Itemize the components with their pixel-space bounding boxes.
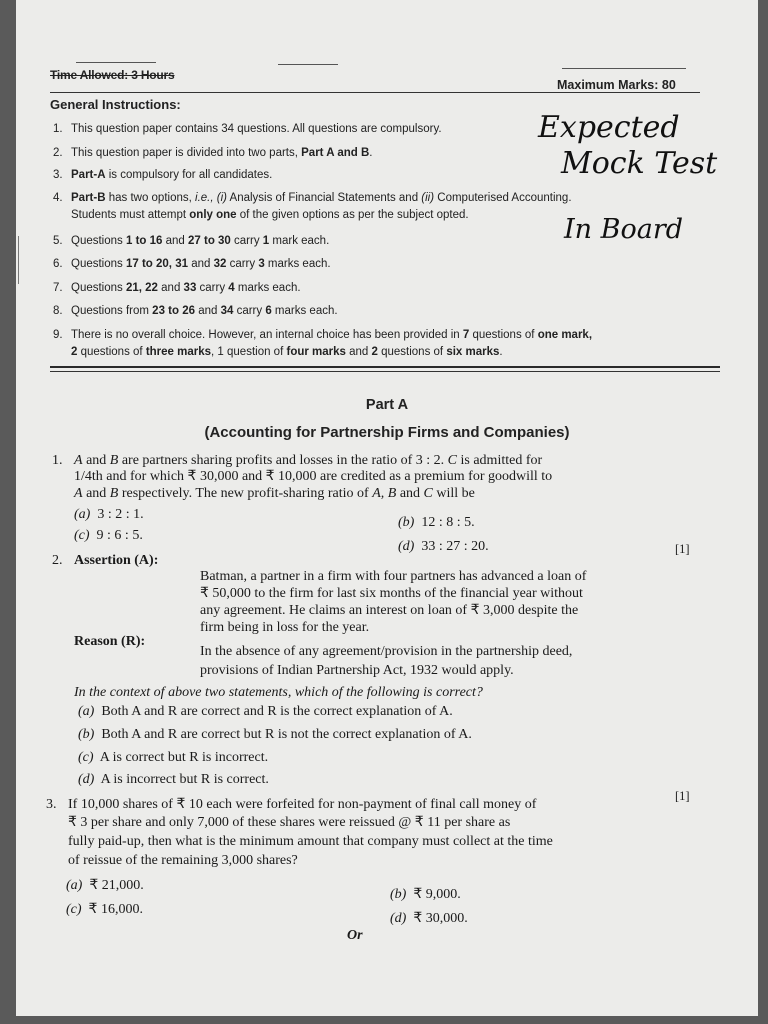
option-a: (a) Both A and R are correct and R is the correct explanation of A. bbox=[78, 704, 453, 719]
option-a: (a) ₹ 21,000. bbox=[66, 878, 144, 893]
question-text-line: 1/4th and for which ₹ 30,000 and ₹ 10,000 are credited as a premium for goodwill to bbox=[74, 469, 553, 484]
handwritten-note-line1: Expected bbox=[538, 110, 680, 145]
option-c: (c) 9 : 6 : 5. bbox=[74, 528, 143, 543]
option-d: (d) 33 : 27 : 20. bbox=[398, 539, 489, 554]
or-separator: Or bbox=[347, 928, 363, 943]
margin-pencil-mark bbox=[18, 236, 19, 284]
option-a: (a) 3 : 2 : 1. bbox=[74, 507, 144, 522]
instruction-item: 6. Questions 17 to 20, 31 and 32 carry 3 marks each. bbox=[53, 258, 331, 270]
section-divider bbox=[50, 371, 720, 372]
handwritten-note-line3: In Board bbox=[564, 214, 684, 245]
part-title: Part A bbox=[365, 397, 409, 413]
reason-label: Reason (R): bbox=[74, 634, 146, 649]
reason-text-line: In the absence of any agreement/provision in the partnership deed, bbox=[200, 644, 573, 659]
marks-label: [1] bbox=[675, 542, 690, 556]
question-number: 3. bbox=[46, 797, 57, 812]
question-number: 2. bbox=[52, 553, 63, 568]
question-text-line: of reissue of the remaining 3,000 shares? bbox=[68, 853, 298, 868]
top-rule-fragment bbox=[76, 62, 156, 63]
instruction-item: 3. Part-A is compulsory for all candidates. bbox=[53, 169, 273, 181]
option-d: (d) A is incorrect but R is correct. bbox=[78, 772, 269, 787]
assertion-text-line: Batman, a partner in a firm with four partners has advanced a loan of bbox=[200, 569, 587, 584]
top-rule-fragment bbox=[278, 64, 338, 65]
assertion-label: Assertion (A): bbox=[74, 553, 159, 568]
instruction-item: 2. This question paper is divided into two parts, Part A and B. bbox=[53, 147, 373, 159]
option-c: (c) A is correct but R is incorrect. bbox=[78, 750, 269, 765]
question-context: In the context of above two statements, which of the following is correct? bbox=[74, 685, 483, 700]
option-c: (c) ₹ 16,000. bbox=[66, 902, 143, 917]
option-b: (b) 12 : 8 : 5. bbox=[398, 515, 475, 530]
instruction-item: 5. Questions 1 to 16 and 27 to 30 carry 1 mark each. bbox=[53, 235, 330, 247]
option-b: (b) Both A and R are correct but R is not the correct explanation of A. bbox=[78, 727, 472, 742]
instruction-item: 8. Questions from 23 to 26 and 34 carry 6 marks each. bbox=[53, 305, 338, 317]
top-rule-fragment bbox=[562, 68, 686, 69]
assertion-text-line: ₹ 50,000 to the firm for last six months of the financial year without bbox=[200, 586, 583, 601]
question-text-line: fully paid-up, then what is the minimum amount that company must collect at the time bbox=[68, 834, 553, 849]
instruction-item: 1. This question paper contains 34 questions. All questions are compulsory. bbox=[53, 123, 442, 135]
general-instructions-heading: General Instructions: bbox=[50, 97, 181, 112]
question-number: 1. bbox=[52, 453, 63, 468]
maximum-marks: Maximum Marks: 80 bbox=[557, 78, 676, 92]
instruction-item: 9. There is no overall choice. However, an internal choice has been provided in 7 questions of one mark, 2 questions of three marks, 1 question of four marks and 2 questions of six marks. bbox=[53, 329, 593, 358]
instruction-item: 7. Questions 21, 22 and 33 carry 4 marks each. bbox=[53, 282, 301, 294]
header-divider bbox=[50, 92, 700, 93]
marks-label: [1] bbox=[675, 789, 690, 803]
part-subtitle: (Accounting for Partnership Firms and Companies) bbox=[204, 424, 570, 441]
time-allowed: Time Allowed: 3 Hours bbox=[50, 68, 175, 82]
question-text-line: A and B are partners sharing profits and losses in the ratio of 3 : 2. C is admitted for bbox=[74, 453, 543, 468]
reason-text-line: provisions of Indian Partnership Act, 1932 would apply. bbox=[200, 663, 514, 678]
handwritten-note-line2: Mock Test bbox=[561, 146, 718, 181]
question-text-line: A and B respectively. The new profit-sharing ratio of A, B and C will be bbox=[74, 486, 475, 501]
question-text-line: If 10,000 shares of ₹ 10 each were forfeited for non-payment of final call money of bbox=[68, 797, 537, 812]
section-divider bbox=[50, 366, 720, 368]
assertion-text-line: any agreement. He claims an interest on loan of ₹ 3,000 despite the bbox=[200, 603, 579, 618]
option-b: (b) ₹ 9,000. bbox=[390, 887, 461, 902]
assertion-text-line: firm being in loss for the year. bbox=[200, 620, 370, 635]
instruction-item: 4. Part-B has two options, i.e., (i) Analysis of Financial Statements and (ii) Computerised Accounting. Students must attempt only one of the given options as per the subject opted. bbox=[53, 192, 572, 221]
question-paper-page bbox=[16, 0, 758, 1016]
question-text-line: ₹ 3 per share and only 7,000 of these shares were reissued @ ₹ 11 per share as bbox=[68, 815, 511, 830]
option-d: (d) ₹ 30,000. bbox=[390, 911, 468, 926]
